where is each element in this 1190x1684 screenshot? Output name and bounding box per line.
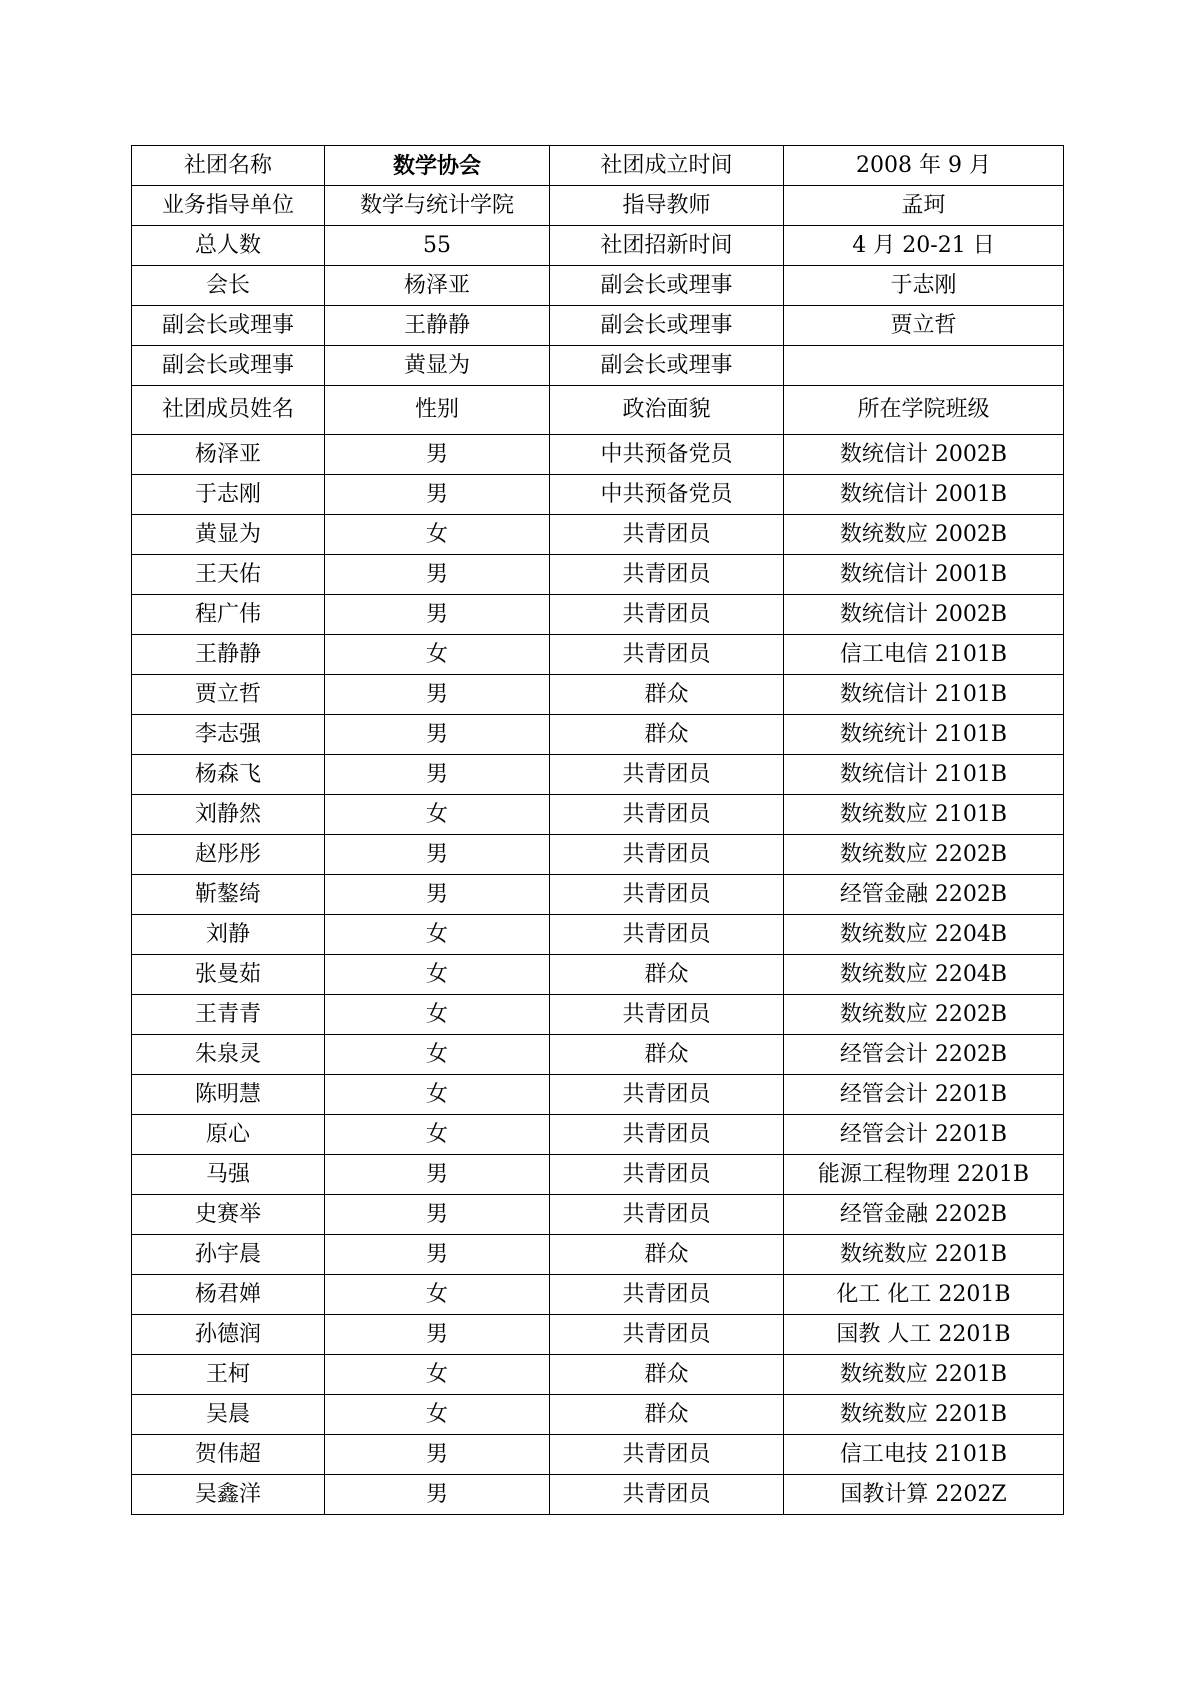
vp-value: 贾立哲: [784, 306, 1064, 346]
member-political: 共青团员: [550, 1475, 784, 1515]
member-gender: 女: [325, 915, 550, 955]
vp-label: 副会长或理事: [132, 306, 325, 346]
president-value: 杨泽亚: [325, 266, 550, 306]
member-class: 国教 人工 2201B: [784, 1315, 1064, 1355]
advisor-label: 指导教师: [550, 186, 784, 226]
member-class: 数统数应 2201B: [784, 1235, 1064, 1275]
member-gender: 男: [325, 595, 550, 635]
member-gender: 男: [325, 675, 550, 715]
founded-value: 2008 年 9 月: [784, 146, 1064, 186]
member-class: 经管会计 2202B: [784, 1035, 1064, 1075]
member-class: 数统数应 2204B: [784, 915, 1064, 955]
member-name: 贺伟超: [132, 1435, 325, 1475]
member-name: 王柯: [132, 1355, 325, 1395]
member-gender: 男: [325, 1235, 550, 1275]
member-name: 陈明慧: [132, 1075, 325, 1115]
info-row-club: [132, 146, 1064, 186]
member-class: 数统数应 2101B: [784, 795, 1064, 835]
member-political: 共青团员: [550, 1315, 784, 1355]
member-class: 数统信计 2001B: [784, 555, 1064, 595]
table-row: [132, 635, 1064, 675]
vp-value: 黄显为: [325, 346, 550, 386]
table-row: [132, 595, 1064, 635]
member-gender: 男: [325, 755, 550, 795]
member-political: 群众: [550, 1355, 784, 1395]
member-political: 群众: [550, 1235, 784, 1275]
member-class: 化工 化工 2201B: [784, 1275, 1064, 1315]
member-class: 数统数应 2202B: [784, 995, 1064, 1035]
table-row: [132, 475, 1064, 515]
member-gender: 男: [325, 1475, 550, 1515]
member-political: 共青团员: [550, 995, 784, 1035]
table-row: [132, 875, 1064, 915]
table-row: [132, 1275, 1064, 1315]
member-gender: 女: [325, 515, 550, 555]
member-gender: 男: [325, 1155, 550, 1195]
recruit-label: 社团招新时间: [550, 226, 784, 266]
vp-label: 副会长或理事: [550, 266, 784, 306]
member-class: 经管会计 2201B: [784, 1075, 1064, 1115]
table-row: [132, 1195, 1064, 1235]
member-political: 共青团员: [550, 1155, 784, 1195]
member-class: 信工电技 2101B: [784, 1435, 1064, 1475]
header-political: 政治面貌: [550, 386, 784, 435]
member-name: 原心: [132, 1115, 325, 1155]
member-gender: 男: [325, 875, 550, 915]
member-name: 杨森飞: [132, 755, 325, 795]
member-political: 共青团员: [550, 1075, 784, 1115]
member-class: 数统信计 2002B: [784, 435, 1064, 475]
member-political: 中共预备党员: [550, 435, 784, 475]
member-political: 群众: [550, 1395, 784, 1435]
vp-label: 副会长或理事: [550, 306, 784, 346]
member-name: 吴鑫洋: [132, 1475, 325, 1515]
vp-value: 于志刚: [784, 266, 1064, 306]
club-name-label: 社团名称: [132, 146, 325, 186]
member-name: 杨泽亚: [132, 435, 325, 475]
table-row: [132, 1355, 1064, 1395]
table-row: [132, 835, 1064, 875]
table-row: [132, 1435, 1064, 1475]
member-class: 经管金融 2202B: [784, 1195, 1064, 1235]
member-gender: 男: [325, 555, 550, 595]
recruit-value: 4 月 20-21 日: [784, 226, 1064, 266]
header-class: 所在学院班级: [784, 386, 1064, 435]
member-class: 数统数应 2202B: [784, 835, 1064, 875]
table-row: [132, 1035, 1064, 1075]
table-row: [132, 555, 1064, 595]
member-gender: 男: [325, 835, 550, 875]
unit-value: 数学与统计学院: [325, 186, 550, 226]
member-name: 靳鏊绮: [132, 875, 325, 915]
member-gender: 女: [325, 955, 550, 995]
member-name: 赵彤彤: [132, 835, 325, 875]
member-class: 数统信计 2002B: [784, 595, 1064, 635]
member-class: 数统数应 2201B: [784, 1395, 1064, 1435]
member-class: 经管会计 2201B: [784, 1115, 1064, 1155]
member-political: 共青团员: [550, 1435, 784, 1475]
member-gender: 女: [325, 1035, 550, 1075]
member-class: 数统信计 2001B: [784, 475, 1064, 515]
member-name: 于志刚: [132, 475, 325, 515]
member-gender: 女: [325, 1395, 550, 1435]
member-gender: 男: [325, 715, 550, 755]
member-political: 共青团员: [550, 755, 784, 795]
member-name: 贾立哲: [132, 675, 325, 715]
member-name: 刘静: [132, 915, 325, 955]
member-class: 数统信计 2101B: [784, 755, 1064, 795]
member-gender: 男: [325, 475, 550, 515]
member-class: 数统信计 2101B: [784, 675, 1064, 715]
members-header-row: [132, 386, 1064, 435]
member-political: 共青团员: [550, 595, 784, 635]
member-class: 数统数应 2201B: [784, 1355, 1064, 1395]
header-gender: 性别: [325, 386, 550, 435]
member-name: 王天佑: [132, 555, 325, 595]
table-row: [132, 795, 1064, 835]
member-class: 数统统计 2101B: [784, 715, 1064, 755]
table-row: [132, 1235, 1064, 1275]
member-name: 王青青: [132, 995, 325, 1035]
table-row: [132, 1075, 1064, 1115]
info-row-vp: [132, 306, 1064, 346]
member-name: 吴晨: [132, 1395, 325, 1435]
advisor-value: 孟珂: [784, 186, 1064, 226]
member-gender: 女: [325, 1275, 550, 1315]
member-political: 共青团员: [550, 795, 784, 835]
member-political: 群众: [550, 715, 784, 755]
total-value: 55: [325, 226, 550, 266]
member-name: 杨君婵: [132, 1275, 325, 1315]
member-gender: 男: [325, 1195, 550, 1235]
table-row: [132, 515, 1064, 555]
vp-label: 副会长或理事: [132, 346, 325, 386]
table-row: [132, 675, 1064, 715]
member-political: 共青团员: [550, 635, 784, 675]
member-political: 共青团员: [550, 875, 784, 915]
member-political: 共青团员: [550, 835, 784, 875]
member-name: 王静静: [132, 635, 325, 675]
member-political: 群众: [550, 1035, 784, 1075]
member-political: 共青团员: [550, 555, 784, 595]
table-row: [132, 995, 1064, 1035]
member-political: 共青团员: [550, 1275, 784, 1315]
member-political: 共青团员: [550, 1115, 784, 1155]
table-row: [132, 1115, 1064, 1155]
member-gender: 男: [325, 435, 550, 475]
vp-label: 副会长或理事: [550, 346, 784, 386]
member-gender: 女: [325, 1355, 550, 1395]
member-name: 黄显为: [132, 515, 325, 555]
table-row: [132, 435, 1064, 475]
member-political: 共青团员: [550, 515, 784, 555]
member-class: 能源工程物理 2201B: [784, 1155, 1064, 1195]
member-name: 张曼茹: [132, 955, 325, 995]
member-name: 史赛举: [132, 1195, 325, 1235]
info-row-unit: [132, 186, 1064, 226]
member-gender: 女: [325, 995, 550, 1035]
info-row-total: [132, 226, 1064, 266]
member-political: 群众: [550, 955, 784, 995]
member-gender: 女: [325, 1075, 550, 1115]
member-class: 经管金融 2202B: [784, 875, 1064, 915]
member-gender: 女: [325, 795, 550, 835]
member-gender: 男: [325, 1435, 550, 1475]
member-political: 共青团员: [550, 1195, 784, 1235]
club-name-value: 数学协会: [325, 146, 550, 186]
table-row: [132, 755, 1064, 795]
table-body: [132, 146, 1064, 1515]
vp-value: 王静静: [325, 306, 550, 346]
member-name: 孙宇晨: [132, 1235, 325, 1275]
member-class: 国教计算 2202Z: [784, 1475, 1064, 1515]
table-row: [132, 1475, 1064, 1515]
member-name: 朱泉灵: [132, 1035, 325, 1075]
member-gender: 男: [325, 1315, 550, 1355]
president-label: 会长: [132, 266, 325, 306]
member-name: 程广伟: [132, 595, 325, 635]
table-row: [132, 1315, 1064, 1355]
founded-label: 社团成立时间: [550, 146, 784, 186]
member-name: 刘静然: [132, 795, 325, 835]
total-label: 总人数: [132, 226, 325, 266]
table-row: [132, 1155, 1064, 1195]
member-class: 信工电信 2101B: [784, 635, 1064, 675]
member-gender: 女: [325, 1115, 550, 1155]
member-political: 中共预备党员: [550, 475, 784, 515]
table-row: [132, 1395, 1064, 1435]
table-row: [132, 955, 1064, 995]
table-row: [132, 715, 1064, 755]
member-political: 共青团员: [550, 915, 784, 955]
member-name: 马强: [132, 1155, 325, 1195]
header-name: 社团成员姓名: [132, 386, 325, 435]
member-political: 群众: [550, 675, 784, 715]
info-row-vp: [132, 346, 1064, 386]
member-gender: 女: [325, 635, 550, 675]
vp-value: [784, 346, 1064, 386]
unit-label: 业务指导单位: [132, 186, 325, 226]
member-name: 李志强: [132, 715, 325, 755]
info-row-president: [132, 266, 1064, 306]
club-info-table: [131, 145, 1064, 1515]
member-class: 数统数应 2002B: [784, 515, 1064, 555]
table-row: [132, 915, 1064, 955]
member-name: 孙德润: [132, 1315, 325, 1355]
member-class: 数统数应 2204B: [784, 955, 1064, 995]
